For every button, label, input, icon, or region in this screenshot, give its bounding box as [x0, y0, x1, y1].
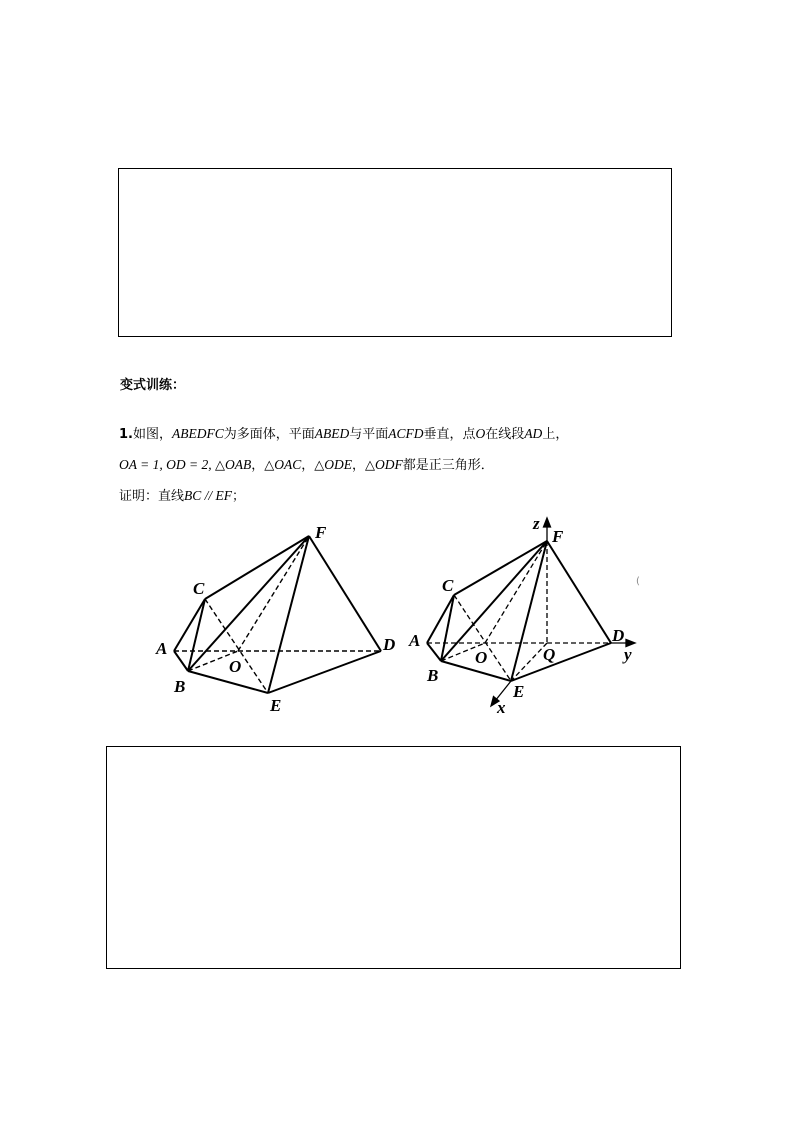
line3-segment-1: BC // EF: [184, 488, 233, 503]
label-Q: Q: [543, 645, 556, 664]
line1-segment-4: 与平面: [349, 427, 389, 442]
label-E: E: [513, 682, 525, 701]
label-A: A: [156, 639, 168, 658]
z-axis-arrowhead: [544, 518, 551, 527]
line1-segment-10: 上，: [542, 427, 569, 442]
line2-segment-4: △: [264, 458, 275, 473]
line2-segment-9: ，: [352, 458, 366, 473]
problem-number: 1.: [119, 427, 133, 442]
edge-BA: [174, 651, 188, 671]
line2-segment-11: ODF: [375, 457, 403, 472]
polyhedron-coordinate-figure: [405, 515, 645, 715]
line1-segment-5: ACFD: [388, 426, 424, 441]
edge-CF: [454, 541, 547, 595]
edge-AC: [174, 599, 205, 651]
line2-segment-5: OAC: [274, 457, 302, 472]
problem-statement-line-2: [119, 457, 494, 474]
label-z: z: [533, 515, 540, 533]
problem-line-2-text: [119, 458, 494, 473]
edge-DE: [511, 643, 611, 681]
line2-segment-10: △: [365, 458, 376, 473]
line3-segment-2: ；: [232, 489, 246, 504]
line2-segment-8: ODE: [324, 457, 353, 472]
label-F: F: [315, 523, 327, 542]
label-y: y: [624, 645, 632, 664]
label-F: F: [552, 527, 564, 546]
label-C: C: [442, 576, 454, 595]
line2-segment-12: 都是正三角形．: [402, 458, 494, 473]
problem-statement-line-3: [119, 488, 245, 505]
line2-segment-2: OAB: [224, 457, 252, 472]
line1-segment-0: 如图，: [132, 427, 172, 442]
problem-line-3-text: [119, 489, 245, 504]
section-heading: 变式训练：: [120, 378, 186, 393]
line2-segment-6: ，: [301, 458, 315, 473]
line2-segment-1: △: [214, 458, 225, 473]
edge-BA: [427, 643, 441, 661]
edge-FD: [547, 541, 611, 643]
line1-segment-3: ABED: [314, 426, 350, 441]
label-D: D: [383, 635, 396, 654]
line1-segment-1: ABEDFC: [172, 426, 224, 441]
line1-segment-6: 垂直，点: [423, 427, 476, 442]
label-O: O: [229, 657, 242, 676]
problem-line-1-text: [133, 427, 568, 442]
edge-FD: [309, 536, 381, 651]
label-C: C: [193, 579, 205, 598]
label-B: B: [174, 677, 186, 696]
edge-OF-hidden: [238, 536, 309, 651]
label-E: E: [270, 696, 282, 715]
polyhedron-figure: [150, 520, 400, 720]
edge-CF: [205, 536, 309, 599]
label-O: O: [475, 648, 488, 667]
line1-segment-9: AD: [524, 426, 543, 441]
line2-segment-0: OA = 1, OD = 2,: [119, 457, 215, 472]
line2-segment-3: ，: [251, 458, 265, 473]
label-B: B: [427, 666, 439, 685]
line3-segment-0: 证明：直线: [119, 489, 185, 504]
edge-DE: [268, 651, 381, 693]
line1-segment-7: O: [475, 426, 486, 441]
problem-statement-line-1: [119, 426, 568, 443]
answer-box-top: [118, 168, 672, 337]
line1-segment-8: 在线段: [485, 427, 525, 442]
edge-OF-hidden: [485, 541, 547, 643]
label-D: D: [612, 626, 625, 645]
line1-segment-2: 为多面体，平面: [223, 427, 315, 442]
answer-box-bottom: [106, 746, 681, 969]
label-x: x: [497, 698, 506, 715]
label-A: A: [409, 631, 421, 650]
stray-mark: (: [636, 576, 640, 587]
line2-segment-7: △: [314, 458, 325, 473]
